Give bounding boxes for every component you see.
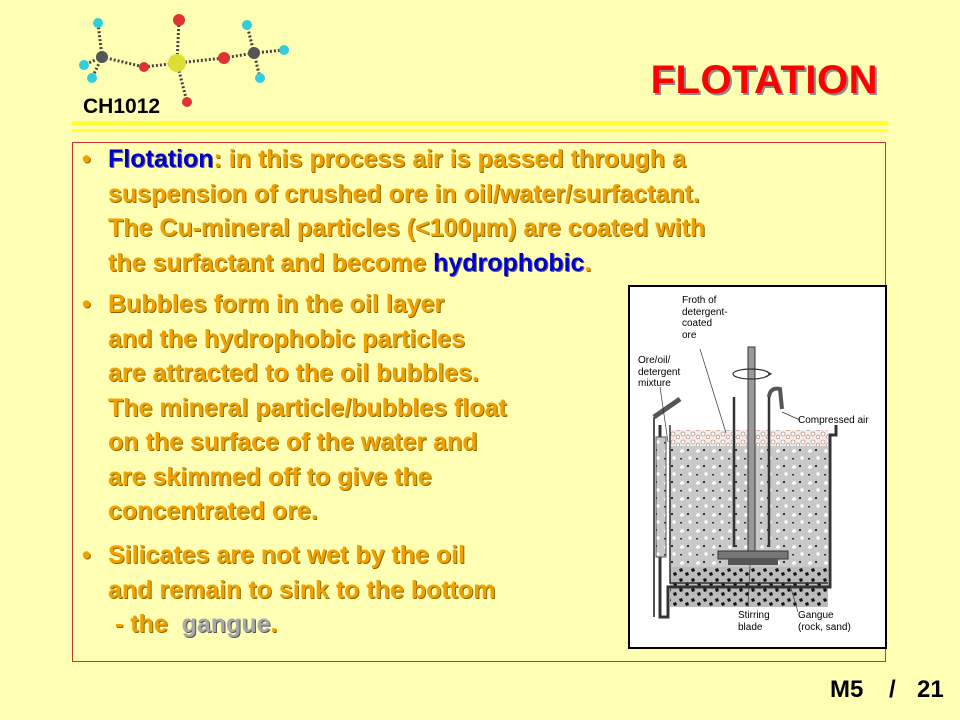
label-line: detergent- bbox=[682, 306, 728, 318]
label-line: mixture bbox=[638, 378, 671, 389]
label-compressed-air: Compressed air bbox=[798, 415, 869, 426]
bullet-line: suspension of crushed ore in oil/water/surfactant. bbox=[108, 179, 700, 208]
label-line: Gangue bbox=[798, 610, 834, 621]
header-rule-bottom bbox=[72, 129, 888, 132]
label-line: blade bbox=[738, 621, 763, 633]
bullet-line: are attracted to the oil bubbles. bbox=[108, 359, 479, 387]
bullet-line: Silicates are not wet by the oil bbox=[108, 541, 466, 569]
bullet-text bbox=[108, 142, 705, 280]
footer-module: M5 bbox=[830, 676, 864, 703]
bullet-line: are skimmed off to give the bbox=[108, 462, 432, 491]
bullet-line-text: the surfactant and become bbox=[108, 248, 434, 277]
term-hydrophobic: hydrophobic bbox=[433, 248, 585, 277]
label-line: Ore/oil/ bbox=[638, 355, 671, 366]
term-flotation: Flotation bbox=[108, 145, 214, 173]
label-froth bbox=[682, 295, 728, 341]
flotation-cell-diagram bbox=[628, 285, 887, 649]
flotation-cell-drawing bbox=[630, 287, 885, 647]
bullet-line-text: : in this process air is passed through a bbox=[213, 145, 686, 173]
label-line: detergent bbox=[638, 366, 681, 378]
bullet-line: and remain to sink to the bottom bbox=[108, 575, 496, 604]
bullet-line bbox=[108, 142, 705, 177]
bullet-line: The Cu-mineral particles (<100µm) are coated with bbox=[108, 214, 706, 242]
bullet-line: and the hydrophobic particles bbox=[108, 324, 465, 353]
label-line: coated bbox=[682, 318, 713, 329]
footer-separator: / bbox=[889, 676, 896, 703]
course-code: CH1012 bbox=[83, 95, 161, 118]
label-mixture bbox=[638, 355, 680, 390]
bullet-marker: • bbox=[82, 290, 91, 318]
bullet-line: The mineral particle/bubbles float bbox=[108, 393, 507, 422]
label-line: Froth of bbox=[682, 295, 717, 306]
footer-page-number: 21 bbox=[917, 676, 944, 703]
bullet-line: concentrated ore. bbox=[108, 497, 318, 525]
label-line: (rock, sand) bbox=[798, 621, 851, 633]
bullet-line-text: - the bbox=[108, 610, 182, 638]
page-title: FLOTATION bbox=[650, 58, 878, 102]
bullet-marker: • bbox=[82, 145, 91, 173]
bullet-line: on the surface of the water and bbox=[108, 428, 478, 456]
bullet-line: Bubbles form in the oil layer bbox=[108, 290, 445, 318]
bullet-line-text: . bbox=[584, 248, 592, 277]
term-gangue: gangue bbox=[181, 610, 271, 638]
bullet-marker: • bbox=[82, 541, 91, 569]
bullet-line bbox=[108, 607, 496, 642]
header-rule-top bbox=[72, 121, 888, 125]
label-line: ore bbox=[682, 329, 697, 341]
bullet-line bbox=[108, 246, 705, 281]
label-line: Stirring bbox=[738, 610, 770, 621]
bullet-text bbox=[108, 538, 496, 642]
bullet-line-text: . bbox=[270, 610, 278, 638]
label-gangue bbox=[798, 610, 851, 633]
bullet-text bbox=[108, 287, 507, 529]
label-stirring-blade bbox=[738, 610, 770, 633]
